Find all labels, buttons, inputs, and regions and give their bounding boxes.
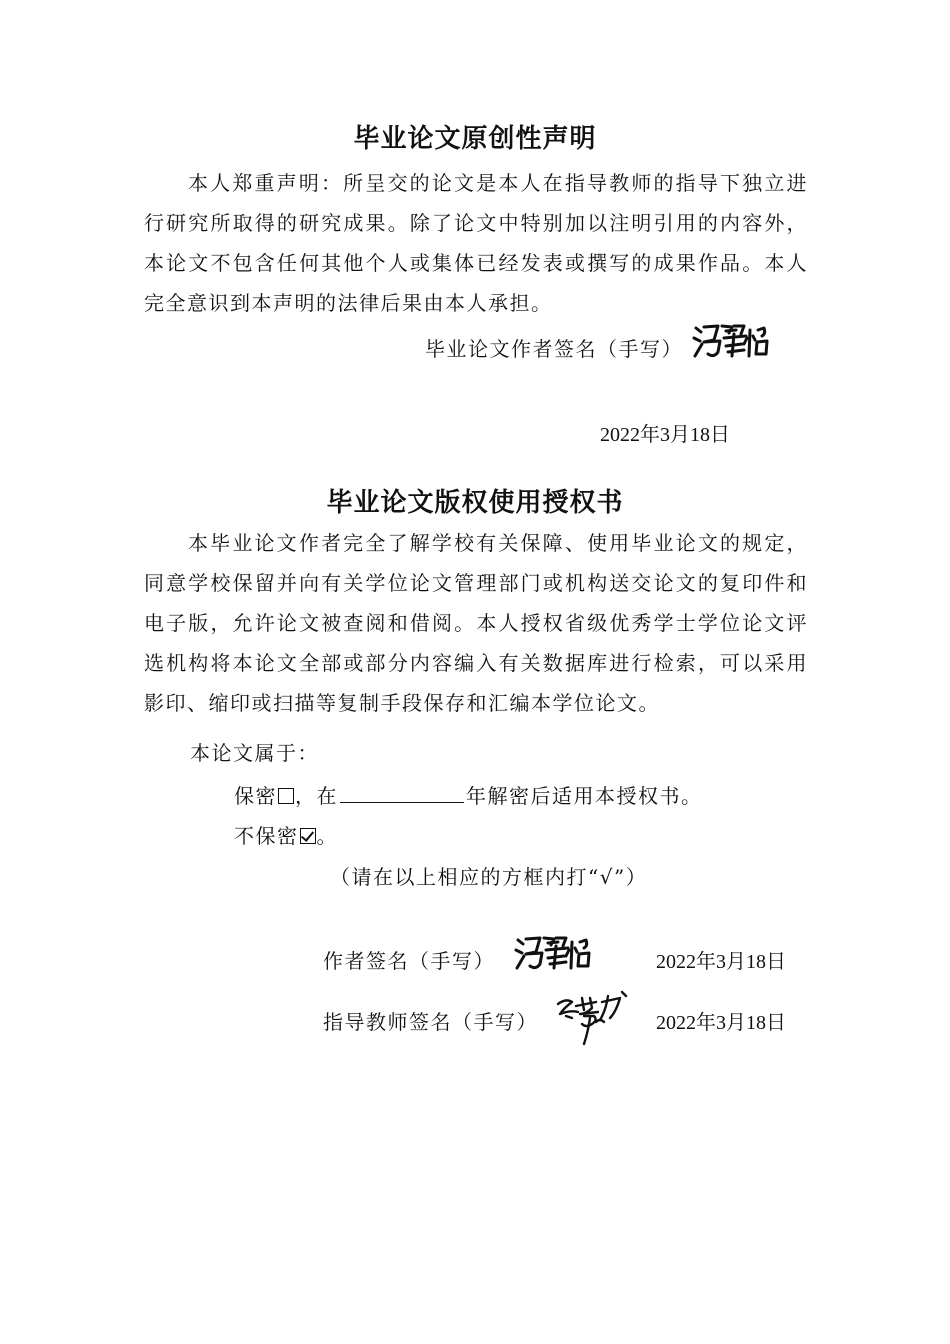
copyright-body: 本毕业论文作者完全了解学校有关保障、使用毕业论文的规定，同意学校保留并向有关学位论文管理部门或机构送交论文的复印件和电子版，允许论文被查阅和借阅。本人授权省级优秀学士学位论文评选机构将本论文全部或部分内容编入有关数据库进行检索，可以采用影印、缩印或扫描等复制手段保存和汇编本学位论文。	[144, 531, 808, 715]
originality-title: 毕业论文原创性声明	[353, 124, 597, 154]
originality-body: 本人郑重声明：所呈交的论文是本人在指导教师的指导下独立进行研究所取得的研究成果。除了论文中特别加以注明引用的内容外，本论文不包含任何其他个人或集体已经发表或撰写的成果作品。本人完全意识到本声明的法律后果由本人承担。	[144, 171, 808, 315]
confidential-suffix: 年解密后适用本授权书。	[466, 784, 703, 808]
declassify-year-blank[interactable]	[340, 780, 464, 803]
belongs-label: 本论文属于：	[190, 741, 319, 765]
nonconfidential-end: 。	[316, 824, 338, 848]
confidential-option	[234, 780, 703, 809]
copyright-title: 毕业论文版权使用授权书	[326, 488, 624, 518]
confidential-checkbox[interactable]	[278, 788, 294, 804]
author-signature-image	[514, 934, 592, 974]
advisor-date: 2022年3月18日	[656, 1012, 786, 1034]
nonconfidential-checkbox[interactable]	[300, 828, 316, 844]
author-signature-label: 作者签名（手写）	[323, 949, 495, 973]
confidential-middle: ，在	[295, 784, 338, 808]
originality-signature-image	[692, 322, 770, 362]
advisor-signature-image	[552, 988, 632, 1048]
advisor-signature-label: 指导教师签名（手写）	[323, 1010, 538, 1034]
originality-signature-label: 毕业论文作者签名（手写）	[425, 337, 683, 361]
originality-date: 2022年3月18日	[600, 424, 730, 446]
checkbox-instruction: （请在以上相应的方框内打“√”）	[330, 865, 648, 889]
author-date: 2022年3月18日	[656, 951, 786, 973]
confidential-label: 保密	[234, 784, 277, 808]
nonconfidential-label: 不保密	[234, 824, 299, 848]
nonconfidential-option	[234, 820, 338, 849]
